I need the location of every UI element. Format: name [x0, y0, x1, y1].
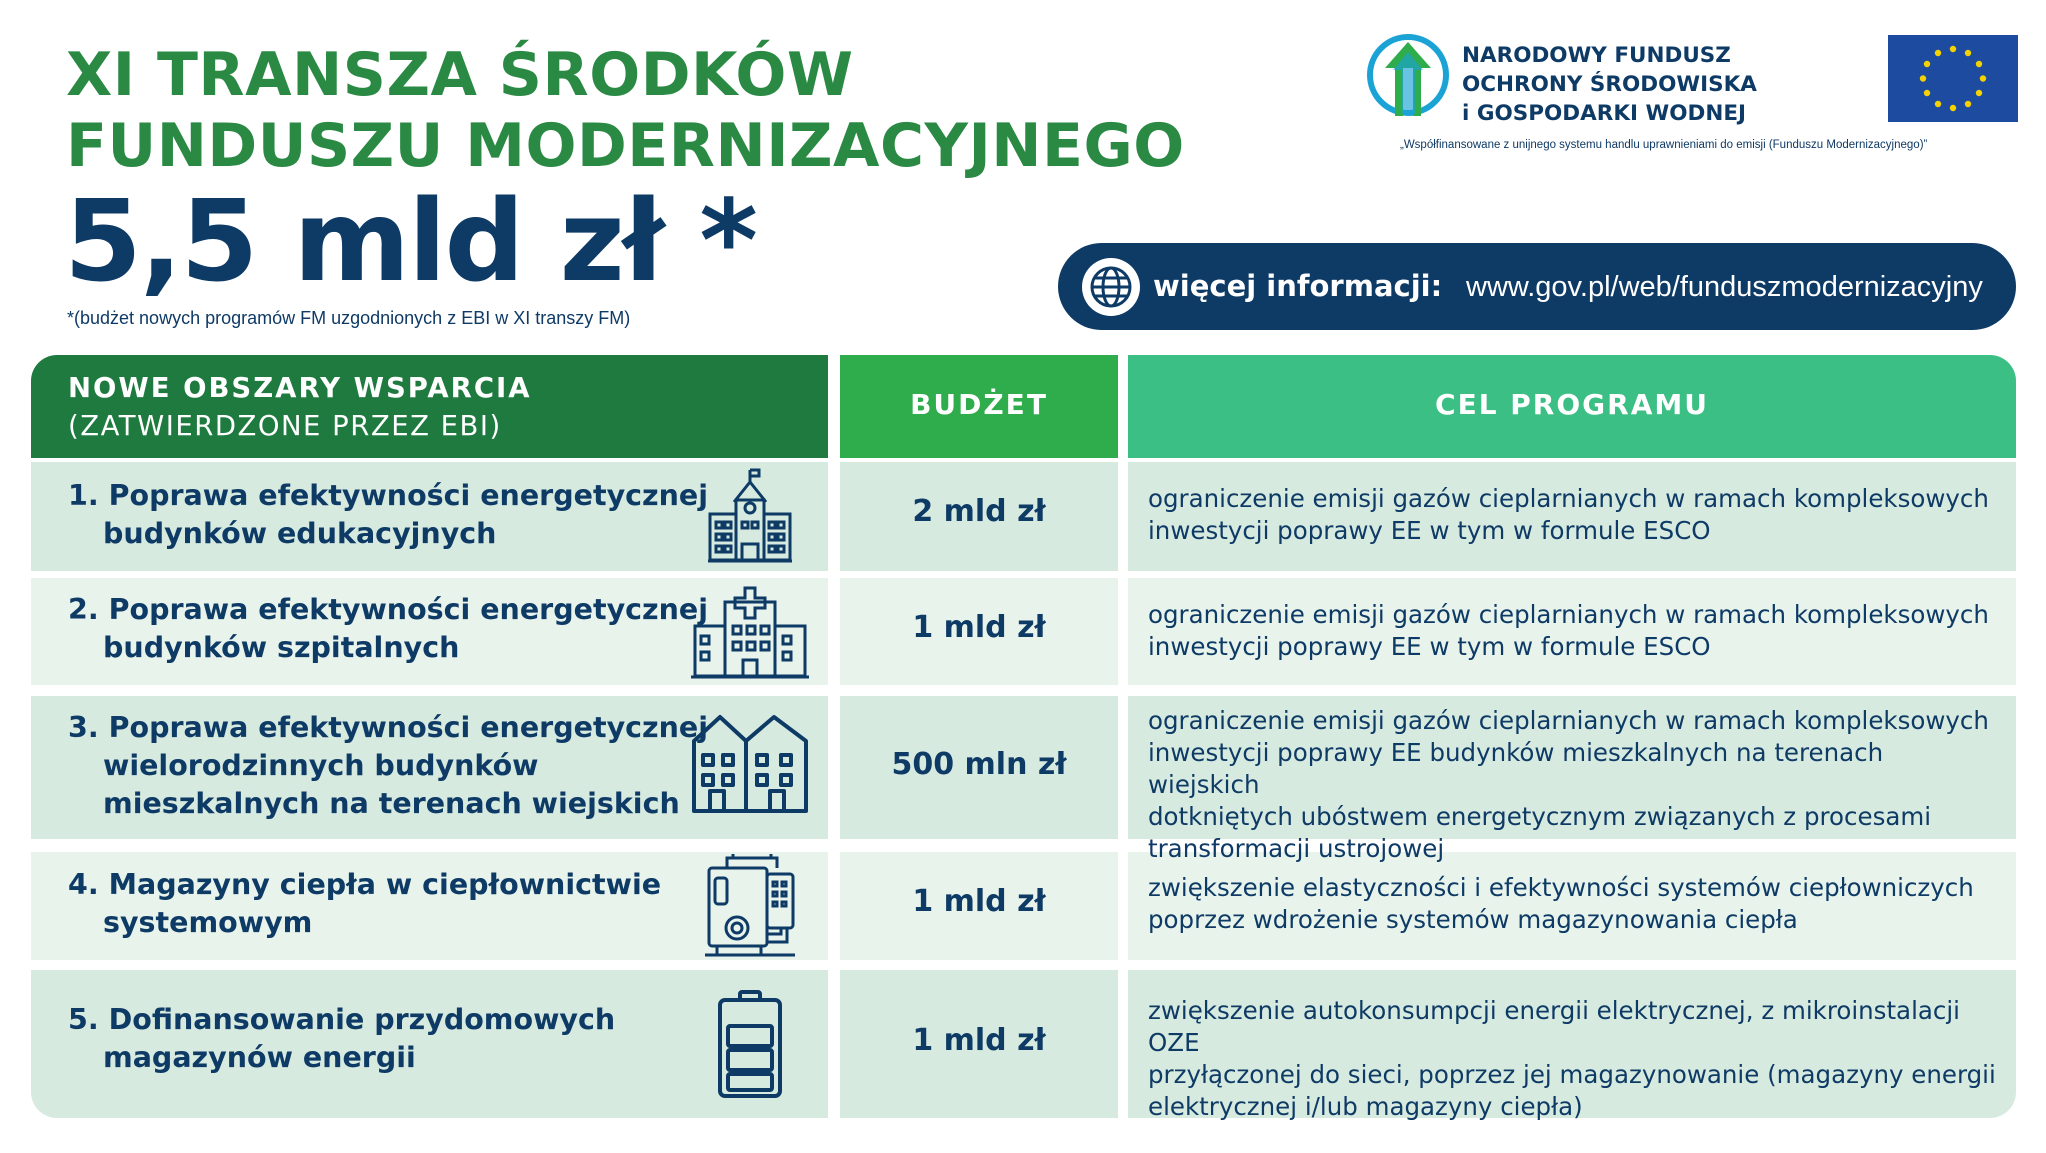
area-number: 3.: [68, 711, 99, 744]
budget-row-5: 1 mld zł: [912, 1023, 1046, 1058]
globe-icon: [1082, 258, 1140, 316]
footnote: *(budżet nowych programów FM uzgodnionych z EBI w XI transzy FM): [67, 308, 631, 328]
goal-line: transformacji ustrojowej: [1148, 834, 1445, 863]
goal-line: ograniczenie emisji gazów cieplarnianych w ramach kompleksowych: [1148, 484, 1989, 513]
area-line: wielorodzinnych budynków: [103, 749, 539, 782]
org-line-1: NARODOWY FUNDUSZ: [1462, 43, 1731, 68]
area-line: magazynów energii: [103, 1041, 416, 1074]
hospital-building-icon: [690, 586, 810, 680]
battery-icon: [716, 990, 784, 1100]
goal-line: inwestycji poprawy EE w tym w formule ESCO: [1148, 632, 1711, 661]
goal-line: poprzez wdrożenie systemów magazynowania ciepła: [1148, 905, 1798, 934]
area-line: Dofinansowanie przydomowych: [108, 1003, 616, 1036]
eu-flag-icon: [1888, 35, 2018, 122]
title-line-2: FUNDUSZU MODERNIZACYJNEGO: [66, 111, 1185, 181]
area-row-4: [68, 866, 661, 942]
goal-line: elektrycznej i/lub magazyny ciepła): [1148, 1092, 1583, 1121]
header-areas-title: NOWE OBSZARY WSPARCIA: [68, 372, 532, 404]
more-info-label: więcej informacji:: [1153, 269, 1443, 303]
area-line: mieszkalnych na terenach wiejskich: [103, 787, 680, 820]
area-row-2: [68, 591, 708, 667]
nfosigw-logo-icon: [1367, 34, 1449, 126]
goal-line: zwiększenie elastyczności i efektywności systemów ciepłowniczych: [1148, 873, 1974, 902]
area-row-1: [68, 477, 708, 553]
budget-row-4: 1 mld zł: [912, 884, 1046, 919]
area-line: systemowym: [103, 906, 313, 939]
goal-row-3: [1148, 705, 1998, 865]
area-number: 1.: [68, 479, 99, 512]
org-line-3: i GOSPODARKI WODNEJ: [1462, 101, 1747, 126]
more-info-link[interactable]: www.gov.pl/web/funduszmodernizacyjny: [1466, 271, 1983, 303]
header-areas-subtitle: (ZATWIERDZONE PRZEZ EBI): [68, 410, 502, 442]
title-line-1: XI TRANSZA ŚRODKÓW: [66, 40, 854, 110]
budget-row-1: 2 mld zł: [912, 494, 1046, 529]
goal-row-2: [1148, 599, 1998, 663]
area-line: budynków edukacyjnych: [103, 517, 497, 550]
goal-line: inwestycji poprawy EE budynków mieszkalnych na terenach wiejskich: [1148, 738, 1884, 799]
header-goal-label: CEL PROGRAMU: [1435, 388, 1709, 421]
area-row-5: [68, 1001, 615, 1077]
cofinancing-note: „Współfinansowane z unijnego systemu handlu uprawnieniami do emisji (Funduszu Modernizacyjnego)”: [1400, 139, 1928, 151]
budget-row-3: 500 mln zł: [891, 747, 1067, 782]
header-support-areas: [31, 355, 828, 458]
apartment-buildings-icon: [690, 711, 810, 815]
area-line: Poprawa efektywności energetycznej: [108, 479, 709, 512]
goal-line: ograniczenie emisji gazów cieplarnianych w ramach kompleksowych: [1148, 600, 1989, 629]
area-line: Poprawa efektywności energetycznej: [108, 593, 709, 626]
heat-storage-icon: [703, 852, 797, 958]
goal-row-1: [1148, 483, 1998, 547]
area-line: Poprawa efektywności energetycznej: [108, 711, 709, 744]
goal-line: ograniczenie emisji gazów cieplarnianych w ramach kompleksowych: [1148, 706, 1989, 735]
area-line: Magazyny ciepła w ciepłownictwie: [108, 868, 662, 901]
page-title: [66, 40, 1185, 182]
goal-row-5: [1148, 995, 1998, 1123]
area-line: budynków szpitalnych: [103, 631, 460, 664]
org-line-2: OCHRONY ŚRODOWISKA: [1462, 72, 1757, 97]
goal-row-4: [1148, 872, 1998, 936]
area-number: 2.: [68, 593, 99, 626]
goal-line: przyłączonej do sieci, poprzez jej magazynowanie (magazyny energii: [1148, 1060, 1996, 1089]
area-number: 4.: [68, 868, 99, 901]
organization-name: [1462, 41, 1757, 128]
total-amount: 5,5 mld zł *: [64, 177, 756, 307]
school-building-icon: [707, 468, 793, 564]
goal-line: zwiększenie autokonsumpcji energii elektrycznej, z mikroinstalacji OZE: [1148, 996, 1960, 1057]
area-row-3: [68, 709, 708, 823]
budget-row-2: 1 mld zł: [912, 610, 1046, 645]
goal-line: inwestycji poprawy EE w tym w formule ESCO: [1148, 516, 1711, 545]
header-budget-label: BUDŻET: [910, 388, 1048, 421]
goal-line: dotkniętych ubóstwem energetycznym związanych z procesami: [1148, 802, 1932, 831]
area-number: 5.: [68, 1003, 99, 1036]
